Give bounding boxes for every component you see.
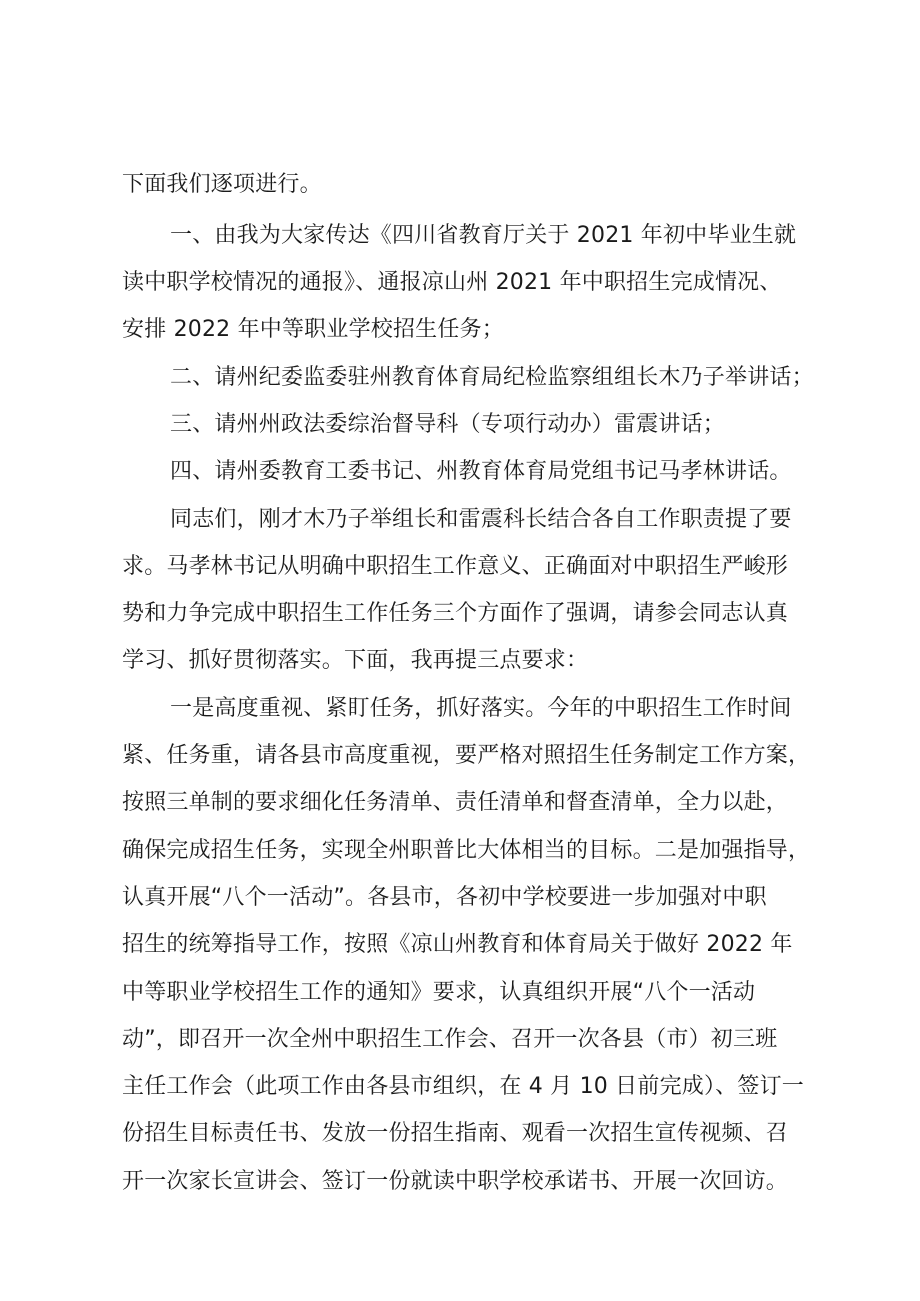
text-line-21: 份招生目标责任书、发放一份招生指南、观看一次招生宣传视频、召 — [122, 1121, 789, 1146]
text-line-19: 动”，即召开一次全州中职招生工作会、召开一次各县（市）初三班 — [122, 1027, 778, 1052]
text-line-1: 下面我们逐项进行。 — [122, 172, 322, 197]
text-line-11: 学习、抓好贯彻落实。下面，我再提三点要求： — [122, 648, 589, 673]
text-line-17: 招生的统筹指导工作，按照《凉山州教育和体育局关于做好 2022 年 — [122, 932, 793, 957]
text-line-15: 确保完成招生任务，实现全州职普比大体相当的目标。二是加强指导， — [122, 838, 811, 863]
text-line-12: 一是高度重视、紧盯任务，抓好落实。今年的中职招生工作时间 — [170, 696, 792, 721]
text-line-2: 一、由我为大家传达《四川省教育厅关于 2021 年初中毕业生就 — [170, 223, 797, 248]
text-line-8: 同志们，刚才木乃子举组长和雷震科长结合各自工作职责提了要 — [170, 507, 792, 532]
text-line-14: 按照三单制的要求细化任务清单、责任清单和督查清单，全力以赴， — [122, 790, 789, 815]
text-line-9: 求。马孝林书记从明确中职招生工作意义、正确面对中职招生严峻形 — [122, 554, 789, 579]
text-line-20: 主任工作会（此项工作由各县市组织，在 4 月 10 日前完成）、签订一 — [122, 1074, 804, 1099]
text-line-18: 中等职业学校招生工作的通知》要求，认真组织开展“八个一活动 — [122, 980, 756, 1005]
text-line-6: 三、请州州政法委综治督导科（专项行动办）雷震讲话； — [170, 412, 726, 437]
text-line-7: 四、请州委教育工委书记、州教育体育局党组书记马孝林讲话。 — [170, 459, 792, 484]
text-line-10: 势和力争完成中职招生工作任务三个方面作了强调，请参会同志认真 — [122, 601, 789, 626]
text-line-4: 安排 2022 年中等职业学校招生任务； — [122, 317, 504, 342]
text-line-5: 二、请州纪委监委驻州教育体育局纪检监察组组长木乃子举讲话； — [170, 365, 814, 390]
text-line-13: 紧、任务重，请各县市高度重视，要严格对照招生任务制定工作方案， — [122, 743, 811, 768]
text-line-22: 开一次家长宣讲会、签订一份就读中职学校承诺书、开展一次回访。 — [122, 1169, 789, 1194]
text-line-3: 读中职学校情况的通报》、通报凉山州 2021 年中职招生完成情况、 — [122, 270, 782, 295]
text-line-16: 认真开展“八个一活动”。各县市，各初中学校要进一步加强对中职 — [122, 885, 767, 910]
